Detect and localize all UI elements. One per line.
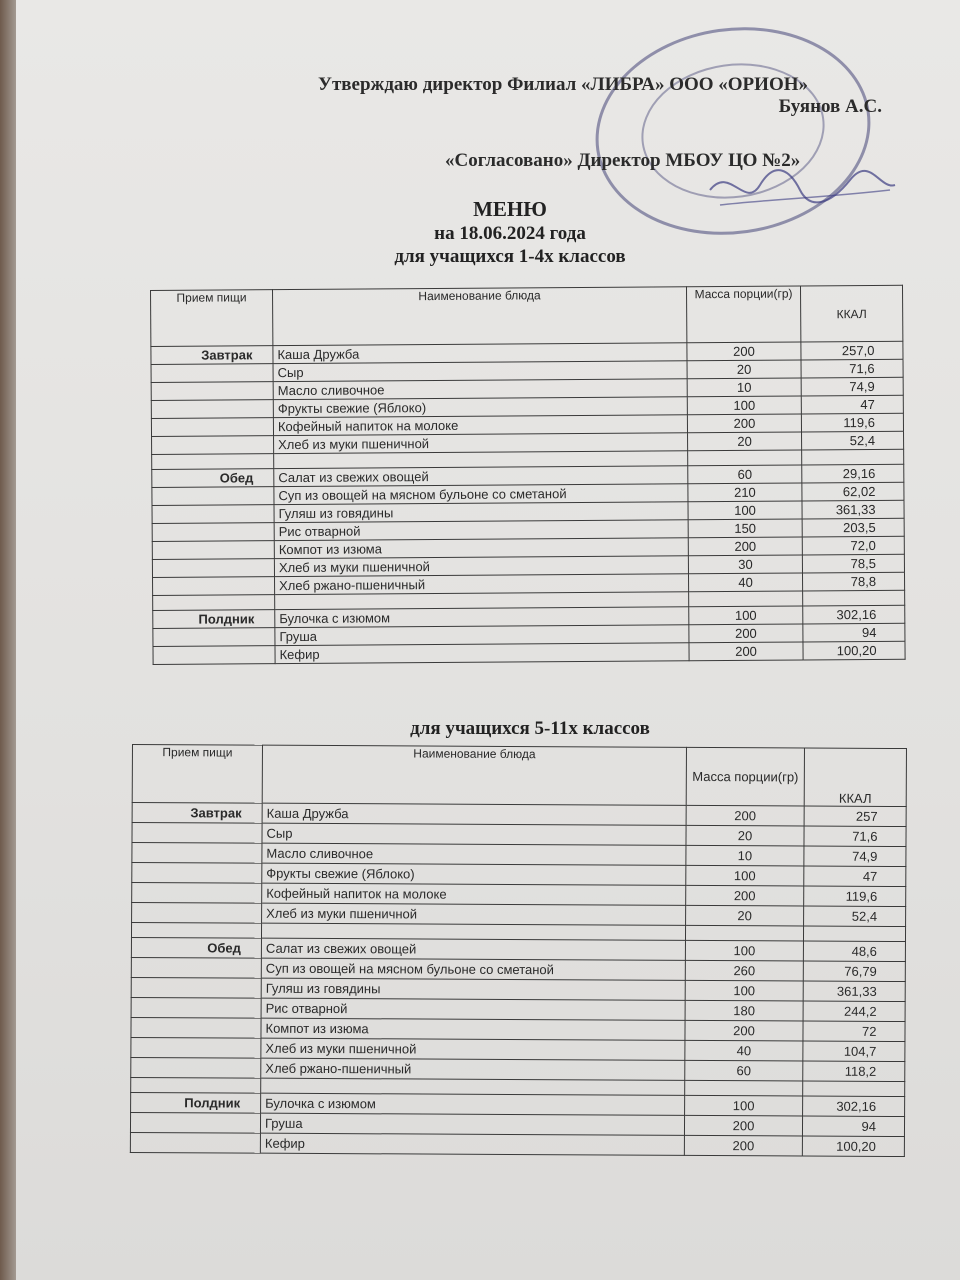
kcal-value: 48,6 bbox=[803, 941, 905, 962]
portion-mass: 100 bbox=[688, 501, 802, 520]
meal-label: Полдник bbox=[131, 1092, 261, 1113]
portion-mass: 40 bbox=[685, 1040, 803, 1061]
meal-cell bbox=[130, 1132, 260, 1153]
kcal-value: 78,8 bbox=[802, 572, 904, 591]
dish-name: Кефир bbox=[260, 1133, 684, 1155]
empty-cell bbox=[803, 926, 905, 942]
kcal-value: 74,9 bbox=[804, 846, 906, 867]
portion-mass: 200 bbox=[684, 1135, 802, 1156]
kcal-value: 72 bbox=[803, 1021, 905, 1042]
portion-mass: 10 bbox=[686, 845, 804, 866]
dish-name: Хлеб из муки пшеничной bbox=[274, 556, 688, 577]
agreement-line: «Согласовано» Директор МБОУ ЦО №2» bbox=[445, 150, 801, 171]
group1-title: для учащихся 1-4х классов bbox=[394, 246, 626, 267]
kcal-value: 100,20 bbox=[803, 641, 905, 660]
dish-name: Булочка с изюмом bbox=[261, 1093, 685, 1115]
kcal-value: 94 bbox=[802, 1116, 904, 1137]
portion-mass: 200 bbox=[686, 885, 804, 906]
meal-cell bbox=[153, 577, 275, 596]
meal-cell bbox=[152, 505, 274, 524]
kcal-value: 47 bbox=[804, 866, 906, 887]
dish-name: Хлеб из муки пшеничной bbox=[262, 903, 686, 925]
kcal-value: 119,6 bbox=[801, 413, 903, 432]
table-edge bbox=[0, 0, 16, 1280]
portion-mass: 100 bbox=[685, 940, 803, 961]
kcal-value: 244,2 bbox=[803, 1001, 905, 1022]
meal-cell bbox=[151, 382, 273, 401]
dish-name: Кофейный напиток на молоке bbox=[273, 415, 687, 436]
meal-cell bbox=[132, 843, 262, 864]
portion-mass: 20 bbox=[686, 825, 804, 846]
portion-mass: 20 bbox=[688, 432, 802, 451]
dish-name: Хлеб из муки пшеничной bbox=[274, 433, 688, 454]
meal-cell bbox=[132, 883, 262, 904]
dish-name: Хлеб ржано-пшеничный bbox=[261, 1058, 685, 1080]
kcal-value: 302,16 bbox=[803, 1096, 905, 1117]
portion-mass: 200 bbox=[687, 414, 801, 433]
dish-name: Груша bbox=[275, 625, 689, 646]
meal-label: Обед bbox=[131, 937, 261, 958]
dish-name: Салат из свежих овощей bbox=[274, 466, 688, 487]
meal-cell bbox=[152, 436, 274, 455]
kcal-value: 361,33 bbox=[802, 500, 904, 519]
kcal-value: 104,7 bbox=[803, 1041, 905, 1062]
kcal-value: 29,16 bbox=[802, 464, 904, 483]
empty-cell bbox=[685, 1080, 803, 1096]
kcal-value: 118,2 bbox=[803, 1061, 905, 1082]
kcal-value: 52,4 bbox=[802, 431, 904, 450]
kcal-value: 78,5 bbox=[802, 554, 904, 573]
meal-cell bbox=[132, 863, 262, 884]
meal-cell bbox=[132, 823, 262, 844]
meal-cell bbox=[130, 1112, 260, 1133]
meal-label: Завтрак bbox=[132, 803, 262, 824]
empty-cell bbox=[131, 1077, 261, 1093]
dish-name: Каша Дружба bbox=[262, 803, 686, 825]
meal-cell bbox=[131, 957, 261, 978]
dish-name: Кефир bbox=[275, 643, 689, 664]
portion-mass: 100 bbox=[685, 980, 803, 1001]
kcal-value: 47 bbox=[801, 395, 903, 414]
portion-mass: 20 bbox=[687, 360, 801, 379]
kcal-value: 71,6 bbox=[804, 826, 906, 847]
portion-mass: 260 bbox=[685, 960, 803, 981]
dish-name: Груша bbox=[260, 1113, 684, 1135]
portion-mass: 100 bbox=[689, 606, 803, 625]
kcal-value: 257,0 bbox=[801, 341, 903, 360]
dish-name: Масло сливочное bbox=[273, 379, 687, 400]
dish-name: Рис отварной bbox=[274, 520, 688, 541]
meal-cell bbox=[152, 559, 274, 578]
dish-name: Фрукты свежие (Яблоко) bbox=[273, 397, 687, 418]
dish-name: Хлеб из муки пшеничной bbox=[261, 1038, 685, 1060]
header-kcal: ККАЛ bbox=[800, 285, 902, 342]
dish-name: Каша Дружба bbox=[273, 343, 687, 364]
meal-cell bbox=[152, 523, 274, 542]
header-meal: Прием пищи bbox=[132, 745, 262, 804]
empty-cell bbox=[802, 449, 904, 465]
handwritten-signature bbox=[700, 160, 900, 220]
empty-cell bbox=[153, 595, 275, 611]
meal-cell bbox=[131, 997, 261, 1018]
meal-cell bbox=[131, 1057, 261, 1078]
portion-mass: 200 bbox=[689, 642, 803, 661]
approval-block bbox=[318, 74, 898, 118]
meal-cell bbox=[151, 400, 273, 419]
table1-body bbox=[151, 341, 905, 664]
meal-label: Завтрак bbox=[151, 346, 273, 365]
portion-mass: 200 bbox=[689, 624, 803, 643]
dish-name: Компот из изюма bbox=[274, 538, 688, 559]
menu-table-5-11 bbox=[130, 744, 907, 1157]
header-mass: Масса порции(гр) bbox=[686, 286, 800, 343]
meal-label: Обед bbox=[152, 469, 274, 488]
empty-cell bbox=[685, 925, 803, 941]
header-meal: Прием пищи bbox=[151, 290, 273, 347]
kcal-value: 100,20 bbox=[802, 1136, 904, 1157]
dish-name: Сыр bbox=[262, 823, 686, 845]
empty-cell bbox=[689, 591, 803, 607]
portion-mass: 40 bbox=[688, 573, 802, 592]
dish-name: Компот из изюма bbox=[261, 1018, 685, 1040]
kcal-value: 52,4 bbox=[804, 906, 906, 927]
table2-body bbox=[130, 803, 906, 1157]
group2-title: для учащихся 5-11х классов bbox=[410, 718, 650, 739]
meal-cell bbox=[131, 1017, 261, 1038]
dish-name: Гуляш из говядины bbox=[274, 502, 688, 523]
portion-mass: 100 bbox=[687, 396, 801, 415]
portion-mass: 200 bbox=[684, 1115, 802, 1136]
header-dish: Наименование блюда bbox=[262, 745, 686, 805]
meal-cell bbox=[151, 418, 273, 437]
dish-name: Хлеб ржано-пшеничный bbox=[275, 574, 689, 595]
kcal-value: 62,02 bbox=[802, 482, 904, 501]
dish-name: Гуляш из говядины bbox=[261, 978, 685, 1000]
kcal-value: 76,79 bbox=[803, 961, 905, 982]
table-row bbox=[130, 1132, 904, 1156]
portion-mass: 180 bbox=[685, 1000, 803, 1021]
kcal-value: 94 bbox=[803, 623, 905, 642]
portion-mass: 60 bbox=[688, 465, 802, 484]
dish-name: Булочка с изюмом bbox=[275, 607, 689, 628]
portion-mass: 200 bbox=[686, 805, 804, 826]
dish-name: Суп из овощей на мясном бульоне со сметаной bbox=[261, 958, 685, 980]
meal-cell bbox=[152, 541, 274, 560]
portion-mass: 200 bbox=[688, 537, 802, 556]
approval-line: Утверждаю директор Филиал «ЛИБРА» ООО «ОРИОН» bbox=[318, 74, 809, 95]
meal-cell bbox=[152, 487, 274, 506]
kcal-value: 302,16 bbox=[803, 605, 905, 624]
portion-mass: 200 bbox=[687, 342, 801, 361]
portion-mass: 10 bbox=[687, 378, 801, 397]
dish-name: Суп из овощей на мясном бульоне со сметаной bbox=[274, 484, 688, 505]
dish-name: Рис отварной bbox=[261, 998, 685, 1020]
portion-mass: 200 bbox=[685, 1020, 803, 1041]
portion-mass: 100 bbox=[685, 1095, 803, 1116]
portion-mass: 150 bbox=[688, 519, 802, 538]
kcal-value: 74,9 bbox=[801, 377, 903, 396]
dish-name: Масло сливочное bbox=[262, 843, 686, 865]
portion-mass: 100 bbox=[686, 865, 804, 886]
dish-name: Кофейный напиток на молоке bbox=[262, 883, 686, 905]
portion-mass: 60 bbox=[685, 1060, 803, 1081]
portion-mass: 20 bbox=[686, 905, 804, 926]
kcal-value: 72,0 bbox=[802, 536, 904, 555]
empty-cell bbox=[803, 590, 905, 606]
portion-mass: 30 bbox=[688, 555, 802, 574]
meal-cell bbox=[151, 364, 273, 383]
meal-label: Полдник bbox=[153, 610, 275, 629]
empty-cell bbox=[152, 454, 274, 470]
dish-name: Сыр bbox=[273, 361, 687, 382]
meal-cell bbox=[153, 628, 275, 647]
header-dish: Наименование блюда bbox=[273, 287, 687, 346]
meal-cell bbox=[131, 1037, 261, 1058]
kcal-value: 119,6 bbox=[804, 886, 906, 907]
menu-table-1-4 bbox=[150, 285, 906, 665]
menu-date: на 18.06.2024 года bbox=[434, 223, 586, 244]
meal-cell bbox=[131, 977, 261, 998]
approval-signatory: Буянов А.С. bbox=[778, 96, 882, 117]
dish-name: Фрукты свежие (Яблоко) bbox=[262, 863, 686, 885]
kcal-value: 361,33 bbox=[803, 981, 905, 1002]
kcal-value: 71,6 bbox=[801, 359, 903, 378]
header-kcal: ККАЛ bbox=[804, 748, 906, 807]
empty-cell bbox=[688, 450, 802, 466]
meal-cell bbox=[153, 646, 275, 665]
kcal-value: 257 bbox=[804, 806, 906, 827]
dish-name: Салат из свежих овощей bbox=[261, 938, 685, 960]
empty-cell bbox=[131, 923, 261, 939]
empty-cell bbox=[803, 1081, 905, 1097]
portion-mass: 210 bbox=[688, 483, 802, 502]
kcal-value: 203,5 bbox=[802, 518, 904, 537]
header-mass: Масса порции(гр) bbox=[686, 747, 804, 806]
meal-cell bbox=[132, 903, 262, 924]
menu-title: МЕНЮ bbox=[473, 197, 547, 221]
